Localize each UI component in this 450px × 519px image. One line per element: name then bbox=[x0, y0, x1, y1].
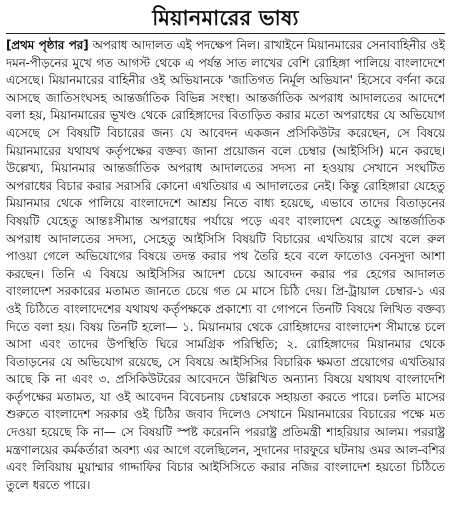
article-body bbox=[6, 37, 445, 519]
headline-block bbox=[6, 3, 445, 37]
article-paragraph bbox=[6, 37, 445, 494]
continuation-dateline: [প্রথম পৃষ্ঠার পর] bbox=[6, 38, 89, 52]
paragraph-text: অপরাধ আদালত এই পদক্ষেপ নিল। রাখাইনে মিয়ানমারের সেনাবাহিনীর ওই দমন-পীড়নের মুখে গত আগস্ট থেকে এ পর্যন্ত সাত লাখের বেশি রোহিঙ্গা পালিয়ে বাংলাদেশে এসেছে। মিয়ানমারের বাহিনীর ওই অভিযানকে 'জাতিগত নির্মূল অভিযান' হিসেবে বর্ণনা করে আসছে জাতিসংঘসহ আন্তর্জাতিক বিভিন্ন সংস্থা। আন্তর্জাতিক অপরাধ আদালতের আদেশে বলা হয়, মিয়ানমারের ভূখণ্ড থেকে রোহিঙ্গাদের বিতাড়িত করার মতো অপরাধের যে অভিযোগ এসেছে সে বিষয়টি বিচারের জন্য যে আবেদন একজন প্রসিকিউটর করেছেন, সে বিষয়ে মিয়ানমারের যথাযথ কর্তৃপক্ষের বক্তব্য জানা প্রয়োজন বলে চেম্বার (আইসিসি) মনে করছে। উল্লেখ্য, মিয়ানমার আন্তর্জাতিক অপরাধ আদালতের সদস্য না হওয়ায় সেখানে সংঘটিত অপরাধের বিচার করার সরাসরি কোনো এখতিয়ার এ আদালতের নেই। কিন্তু রোহিঙ্গারা যেহেতু মিয়ানমার থেকে পালিয়ে বাংলাদেশে আশ্রয় নিতে বাধ্য হয়েছে, এভাবে তাদের বিতাড়নের বিষয়টি যেহেতু আন্তঃসীমান্ত অপরাধের পর্যায়ে পড়ে এবং বাংলাদেশ যেহেতু আন্তর্জাতিক অপরাধ আদালতের সদস্য, সেহেতু আইসিসি বিষয়টি বিচারের এখতিয়ার রাখে বলে রুল পাওয়া গেলে অভিযোগের বিষয়ে তদন্ত করার পথ তৈরি হবে বলে ফাতোও বেনসুদা আশা করছেন। তিনি এ বিষয়ে আইসিসির আদেশ চেয়ে আবেদন করার পর হেগের আদালত বাংলাদেশ সরকারের মতামত জানতে চেয়ে গত মে মাসে চিঠি দেয়। প্রি-ট্রায়াল চেম্বার-১ এর ওই চিঠিতে বাংলাদেশের যথাযথ কর্তৃপক্ষকে প্রকাশ্যে বা গোপনে তিনটি বিষয়ে লিখিত বক্তব্য দিতে বলা হয়। বিষয় তিনটি হলো— ১. মিয়ানমার থেকে রোহিঙ্গাদের বাংলাদেশ সীমান্তে চলে আসা এবং তাদের উপস্থিতি ঘিরে সামগ্রিক পরিস্থিতি; ২. রোহিঙ্গাদের মিয়ানমার থেকে বিতাড়নের যে অভিযোগ রয়েছে, সে বিষয়ে আইসিসির বিচারিক ক্ষমতা প্রয়োগের এখতিয়ার আছে কি না এবং ৩. প্রসিকিউটরের আবেদনে উল্লিখিত অন্যান্য বিষয়ে যথাযথ বাংলাদেশি কর্তৃপক্ষের মতামত, যা ওই আবেদন বিবেচনায় চেম্বারকে সহায়তা করতে পারে। চলতি মাসের শুরুতে বাংলাদেশ সরকার ওই চিঠির জবাব দিলেও সেখানে মিয়ানমারের বিচারের পক্ষে মত দেওয়া হয়েছে কি না— সে বিষয়টি স্পষ্ট করেননি পররাষ্ট্র প্রতিমন্ত্রী শাহরিয়ার আলম। পররাষ্ট্র মন্ত্রণালয়ের কর্মকর্তারা অবশ্য এর আগে বলেছিলেন, সুদানের দারফুরে ঘটনায় ওমর আল-বশির এবং লিবিয়ায় মুয়াম্মার গাদ্দাফির বিচার আইসিসিতে করার নজির বাংলাদেশ হয়তো চিঠিতে তুলে ধরতে পারে। bbox=[6, 38, 445, 492]
article-headline: মিয়ানমারের ভাষ্য bbox=[152, 6, 299, 30]
headline-underline bbox=[6, 33, 445, 34]
